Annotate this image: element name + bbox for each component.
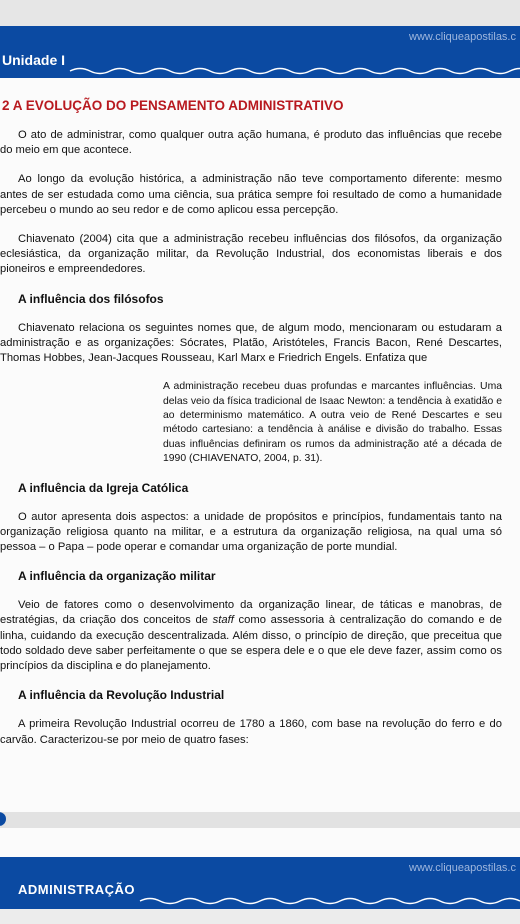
footer-wave-decoration: [0, 896, 520, 906]
church-paragraph: O autor apresenta dois aspectos: a unidade de propósitos e princípios, fundamentais tanto na organização religiosa quanto na militar, e a estrutura da organização religiosa, na qual uma só pessoa – o Papa – pode operar e comandar uma organização de porte mundial.: [0, 510, 502, 554]
page-edge: [0, 812, 520, 828]
philosophers-heading: A influência dos filósofos: [18, 291, 164, 306]
header-site-url: www.cliqueapostilas.c: [409, 31, 516, 43]
church-heading: A influência da Igreja Católica: [18, 480, 189, 495]
unit-label: Unidade I: [2, 52, 66, 68]
military-text-before: Veio de fatores como o desenvolvimento da organização linear, de táticas e manobras, de estratégias, da criação dos conceitos de: [0, 599, 502, 627]
bottom-margin: [0, 909, 520, 924]
military-heading: A influência da organização militar: [18, 569, 216, 584]
intro-paragraph-1: O ato de administrar, como qualquer outra ação humana, é produto das influências que recebe do meio em que acontece.: [0, 129, 502, 157]
military-paragraph: [0, 598, 502, 674]
philosophers-paragraph: Chiavenato relaciona os seguintes nomes que, de algum modo, mencionaram ou estudaram a administração e as organizações: Sócrates, Platão, Aristóteles, Francis Bacon, René Descartes, Thomas Hobbes, Jean-Jacques Rousseau, Karl Marx e Friedrich Engels. Enfatiza que: [0, 321, 502, 365]
intro-paragraph-3: Chiavenato (2004) cita que a administração recebeu influências dos filósofos, da organização eclesiástica, da organização militar, da Revolução Industrial, dos economistas liberais e dos pioneiros e empreendedores.: [0, 233, 502, 276]
chiavenato-quote: A administração recebeu duas profundas e marcantes influências. Uma delas veio da física tradicional de Isaac Newton: a tendência à exatidão e ao determinismo matemático. A outra veio de René Descartes e seu método cartesiano: a tendência à análise e divisão do trabalho. Essas duas influências definiram os rumos da administração até a década de 1990 (CHIAVENATO, 2004, p. 31).: [163, 381, 502, 465]
footer-title: ADMINISTRAÇÃO: [18, 882, 135, 897]
intro-paragraph-2: Ao longo da evolução histórica, a administração não teve comportamento diferente: mesmo antes de ser estudada como uma ciência, sua prática sempre foi resultado de como a humanidade percebeu o mundo ao seu redor e de como aplicou essa percepção.: [0, 173, 502, 216]
military-text-after: como assessoria à centralização do comando e de linha, cuidando da execução descentralizada. Além disso, o princípio de direção, que preceitua que todo soldado deve saber perfeitamente o que se espera dele e o que ele deve fazer, assim como os princípios da disciplina e do planejamento.: [0, 614, 502, 673]
section-title: 2 A EVOLUÇÃO DO PENSAMENTO ADMINISTRATIVO: [2, 98, 344, 113]
industrial-paragraph: A primeira Revolução Industrial ocorreu de 1780 a 1860, com base na revolução do ferro e do carvão. Caracterizou-se por meio de quatro fases:: [0, 718, 502, 746]
main-content: [0, 92, 502, 762]
footer-site-url: www.cliqueapostilas.c: [409, 862, 516, 874]
industrial-heading: A influência da Revolução Industrial: [18, 688, 225, 703]
header-wave-decoration: [0, 66, 520, 76]
top-margin: [0, 0, 520, 26]
page-marker-dot: [0, 812, 6, 826]
staff-emphasis: staff: [212, 614, 234, 627]
